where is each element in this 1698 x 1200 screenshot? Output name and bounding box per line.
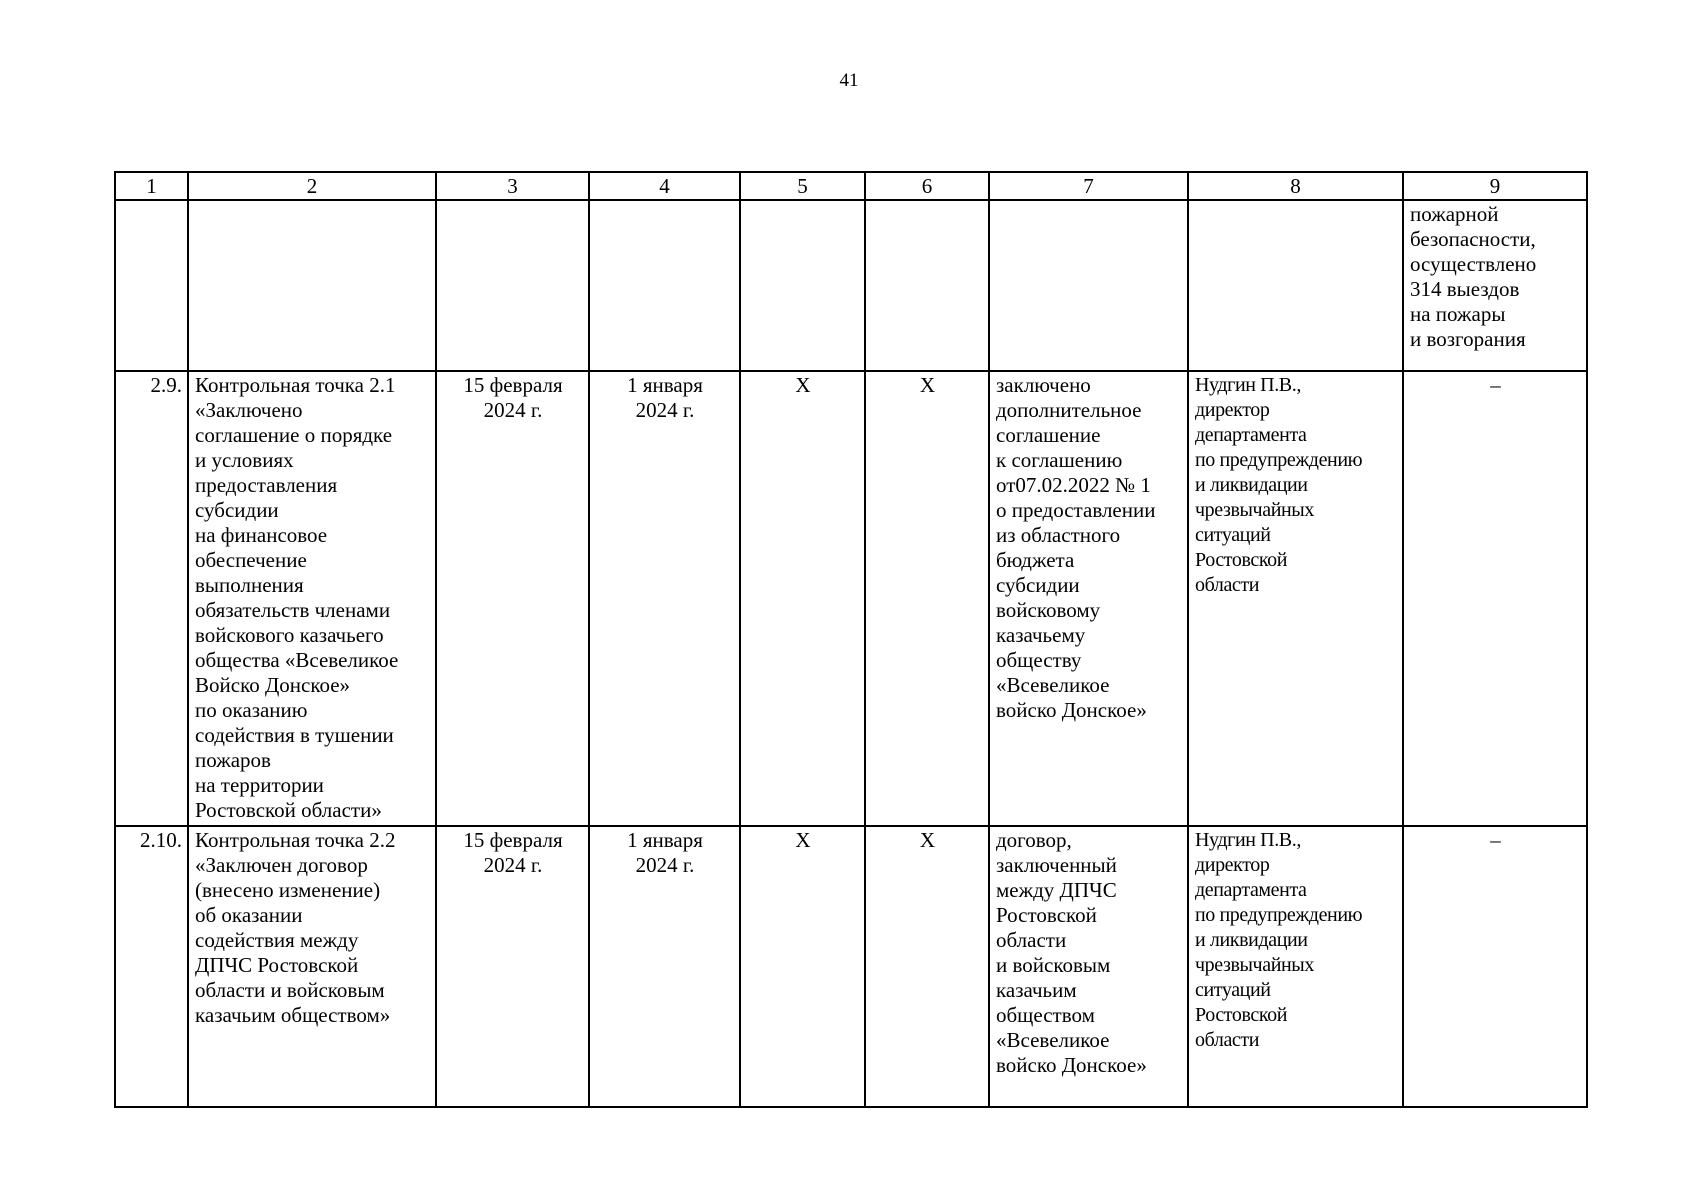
cell-line: Ростовской области» <box>195 798 382 822</box>
cell-line: Ростовской <box>996 903 1097 927</box>
cell-line: области и войсковым <box>195 978 385 1002</box>
cell-line: 2024 г. <box>483 853 543 877</box>
cell-line: области <box>1195 1029 1260 1051</box>
cell-line: на финансовое <box>195 523 328 547</box>
cell-line: департамента <box>1195 424 1307 446</box>
cell-col6 <box>865 200 989 371</box>
cell-line: об оказании <box>195 903 303 927</box>
cell-line: по предупреждению <box>1195 904 1363 926</box>
cell-line: области <box>1195 574 1260 596</box>
cell-line: чрезвычайных <box>1195 499 1314 521</box>
cell-line: казачьему <box>996 623 1086 647</box>
cell-line: ситуаций <box>1195 979 1271 1001</box>
cell-line: и условиях <box>195 448 294 472</box>
cell-line: «Заключен договор <box>195 853 368 877</box>
header-cell-2: 2 <box>188 172 436 200</box>
cell-line: 15 февраля <box>463 373 563 397</box>
cell-line: бюджета <box>996 548 1075 572</box>
cell-line: войско Донское» <box>996 698 1147 722</box>
cell-col3 <box>436 826 589 1107</box>
table-row <box>115 371 1587 826</box>
cell-line: ситуаций <box>1195 524 1271 546</box>
cell-col7 <box>989 371 1188 826</box>
cell-line: обществу <box>996 648 1082 672</box>
cell-line: директор <box>1195 399 1270 421</box>
cell-title <box>188 371 436 826</box>
cell-title <box>188 826 436 1107</box>
header-cell-1: 1 <box>115 172 188 200</box>
cell-line: «Заключено <box>195 398 303 422</box>
cell-line: заключено <box>996 373 1091 397</box>
cell-line: пожаров <box>195 748 271 772</box>
cell-line: «Всевеликое <box>996 673 1110 697</box>
cell-line: и ликвидации <box>1195 474 1308 496</box>
cell-col5 <box>740 200 865 371</box>
header-cell-8: 8 <box>1188 172 1403 200</box>
cell-line: 1 января <box>627 373 703 397</box>
cell-line: и войсковым <box>996 953 1111 977</box>
cell-line: войсковому <box>996 598 1101 622</box>
cell-line: субсидии <box>996 573 1080 597</box>
cell-col7 <box>989 200 1188 371</box>
cell-col6: Х <box>865 826 989 1107</box>
cell-line: Нудгин П.В., <box>1195 829 1301 851</box>
cell-line: общества «Всевеликое <box>195 648 399 672</box>
cell-line: на пожары <box>1410 302 1506 326</box>
cell-line: 2024 г. <box>635 853 695 877</box>
cell-line: (внесено изменение) <box>195 878 381 902</box>
cell-col5: Х <box>740 826 865 1107</box>
cell-line: войско Донское» <box>996 1053 1147 1077</box>
cell-line: казачьим обществом» <box>195 1003 391 1027</box>
cell-line: Войско Донское» <box>195 673 351 697</box>
cell-line: и возгорания <box>1410 327 1526 351</box>
cell-line: содействия между <box>195 928 359 952</box>
cell-line: чрезвычайных <box>1195 954 1314 976</box>
cell-line: Контрольная точка 2.2 <box>195 828 396 852</box>
cell-col3 <box>436 200 589 371</box>
cell-line: договор, <box>996 828 1072 852</box>
cell-number <box>115 200 188 371</box>
control-points-table <box>114 171 1588 1108</box>
cell-line: заключенный <box>996 853 1117 877</box>
cell-title <box>188 200 436 371</box>
header-cell-7: 7 <box>989 172 1188 200</box>
cell-line: к соглашению <box>996 448 1123 472</box>
header-cell-6: 6 <box>865 172 989 200</box>
cell-line: Ростовской <box>1195 549 1288 571</box>
cell-line: на территории <box>195 773 324 797</box>
cell-line: Ростовской <box>1195 1004 1288 1026</box>
cell-col4 <box>589 371 740 826</box>
cell-line: безопасности, <box>1410 227 1536 251</box>
cell-line: ДПЧС Ростовской <box>195 953 359 977</box>
cell-line: соглашение о порядке <box>195 423 393 447</box>
cell-line: обеспечение <box>195 548 307 572</box>
cell-line: по предупреждению <box>1195 449 1363 471</box>
cell-line: выполнения <box>195 573 304 597</box>
table-row <box>115 826 1587 1107</box>
cell-line: Нудгин П.В., <box>1195 374 1301 396</box>
cell-line: области <box>996 928 1067 952</box>
header-cell-3: 3 <box>436 172 589 200</box>
cell-line: войскового казачьего <box>195 623 384 647</box>
cell-line: между ДПЧС <box>996 878 1117 902</box>
cell-col4 <box>589 200 740 371</box>
cell-line: предоставления <box>195 473 338 497</box>
cell-col8 <box>1188 200 1403 371</box>
cell-line: обществом <box>996 1003 1095 1027</box>
cell-col7 <box>989 826 1188 1107</box>
cell-line: о предоставлении <box>996 498 1156 522</box>
cell-col8 <box>1188 826 1403 1107</box>
cell-line: 15 февраля <box>463 828 563 852</box>
cell-col8 <box>1188 371 1403 826</box>
cell-line: «Всевеликое <box>996 1028 1110 1052</box>
cell-col5: Х <box>740 371 865 826</box>
cell-line: 1 января <box>627 828 703 852</box>
cell-line: и ликвидации <box>1195 929 1308 951</box>
cell-line: дополнительное <box>996 398 1142 422</box>
cell-line: 314 выездов <box>1410 277 1520 301</box>
cell-col4 <box>589 826 740 1107</box>
table-row <box>115 200 1587 371</box>
cell-number: 2.10. <box>115 826 188 1107</box>
header-cell-4: 4 <box>589 172 740 200</box>
cell-line: 2024 г. <box>635 398 695 422</box>
header-cell-9: 9 <box>1403 172 1587 200</box>
cell-line: осуществлено <box>1410 252 1537 276</box>
cell-col9: – <box>1403 371 1587 826</box>
cell-col9 <box>1403 200 1587 371</box>
cell-line: содействия в тушении <box>195 723 394 747</box>
cell-line: Контрольная точка 2.1 <box>195 373 396 397</box>
cell-line: обязательств членами <box>195 598 391 622</box>
cell-line: из областного <box>996 523 1121 547</box>
cell-line: субсидии <box>195 498 279 522</box>
cell-col9: – <box>1403 826 1587 1107</box>
cell-line: директор <box>1195 854 1270 876</box>
cell-line: 2024 г. <box>483 398 543 422</box>
cell-line: от07.02.2022 № 1 <box>996 473 1151 497</box>
cell-line: казачьим <box>996 978 1077 1002</box>
cell-line: пожарной <box>1410 202 1499 226</box>
cell-number: 2.9. <box>115 371 188 826</box>
cell-line: соглашение <box>996 423 1101 447</box>
cell-line: по оказанию <box>195 698 308 722</box>
cell-col6: Х <box>865 371 989 826</box>
cell-line: департамента <box>1195 879 1307 901</box>
cell-col3 <box>436 371 589 826</box>
header-cell-5: 5 <box>740 172 865 200</box>
page-number: 41 <box>839 70 859 91</box>
header-row <box>115 172 1587 200</box>
